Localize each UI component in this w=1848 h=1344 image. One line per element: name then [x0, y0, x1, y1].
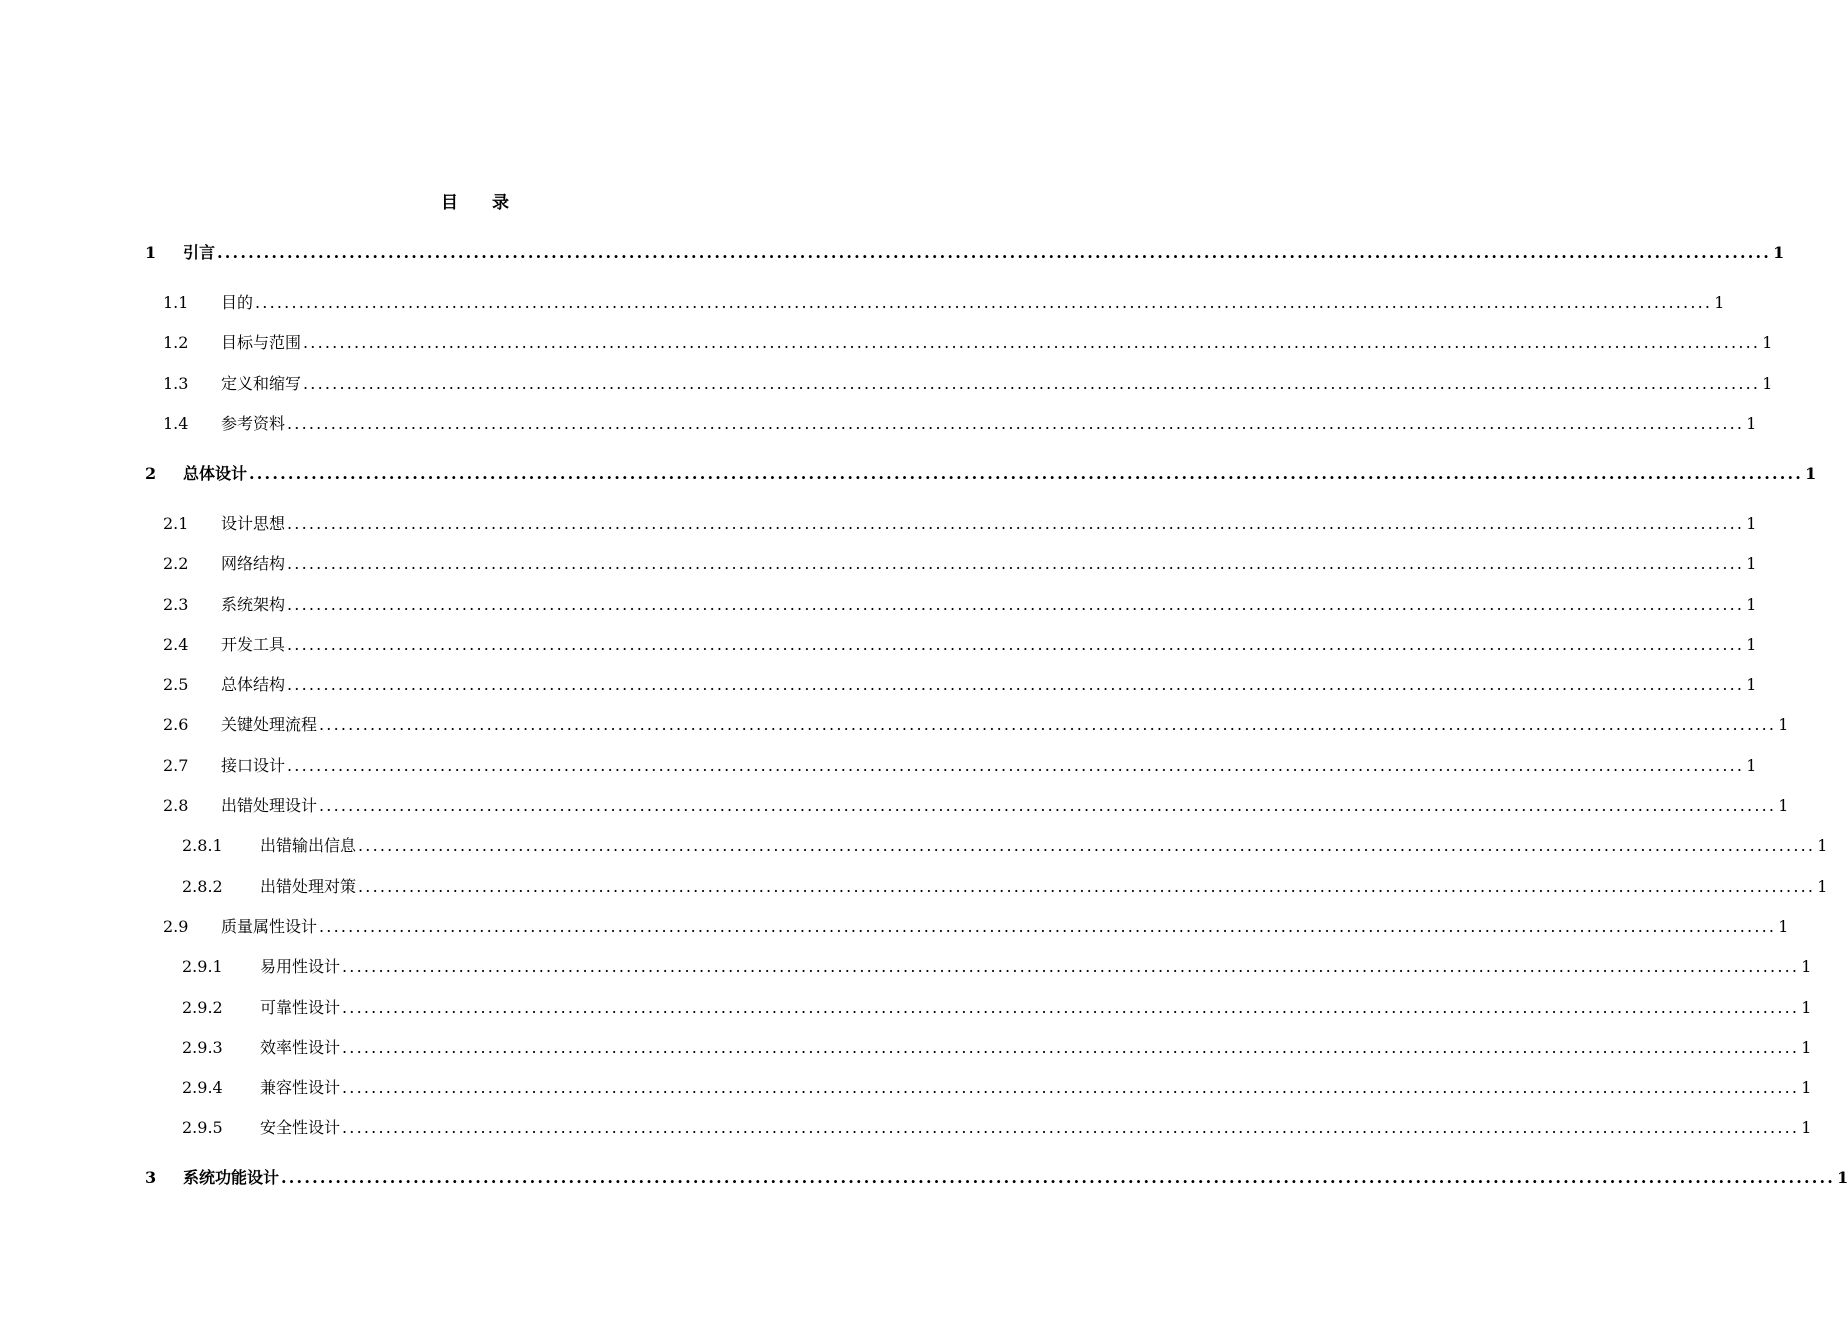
toc-entry-number: 3 — [145, 1168, 157, 1188]
toc-entry-page: 1 — [1746, 554, 1757, 574]
toc-entry-title: 出错处理设计 — [221, 796, 318, 815]
toc-entry[interactable] — [182, 1035, 1812, 1059]
toc-entry[interactable] — [163, 411, 1757, 435]
toc-dot-leader: ........................................................................................................................................................................................................ — [249, 463, 1804, 483]
toc-entry[interactable] — [163, 290, 1725, 314]
toc-dot-leader: ........................................................................................................................................................................................................ — [342, 997, 1800, 1017]
toc-entry-page: 1 — [1714, 293, 1725, 312]
toc-dot-leader: ........................................................................................................................................................................................................ — [217, 243, 1772, 262]
toc-entry-page: 1 — [1837, 1168, 1848, 1188]
toc-dot-leader: ........................................................................................................................................................................................................ — [287, 413, 1745, 433]
toc-entry-number: 1.3 — [163, 373, 189, 393]
toc-dot-leader: ........................................................................................................................................................................................................ — [281, 1168, 1836, 1188]
toc-entry-page: 1 — [1778, 916, 1789, 936]
toc-entry-title: 总体结构 — [221, 675, 286, 695]
toc-entry-page: 1 — [1746, 755, 1757, 775]
toc-entry-number: 2.7 — [163, 755, 189, 775]
toc-entry-title: 出错处理对策 — [260, 876, 357, 896]
toc-entry-number: 2.8 — [163, 796, 189, 815]
toc-dot-leader: ........................................................................................................................................................................................................ — [255, 293, 1713, 312]
toc-entry-page: 1 — [1805, 463, 1817, 483]
toc-dot-leader: ........................................................................................................................................................................................................ — [287, 594, 1745, 614]
toc-entry-page: 1 — [1762, 373, 1773, 393]
toc-entry[interactable] — [163, 753, 1757, 777]
toc-dot-leader: ........................................................................................................................................................................................................ — [287, 554, 1745, 574]
toc-entry[interactable] — [163, 592, 1757, 616]
toc-entry-title: 出错输出信息 — [260, 836, 357, 856]
toc-entry-number: 1 — [145, 243, 157, 262]
toc-entry-number: 2.9.1 — [182, 957, 223, 977]
toc-entry-page: 1 — [1746, 594, 1757, 614]
toc-dot-leader: ........................................................................................................................................................................................................ — [342, 1037, 1800, 1057]
toc-entry-title: 开发工具 — [221, 634, 286, 654]
toc-dot-leader: ........................................................................................................................................................................................................ — [342, 1078, 1800, 1098]
toc-entry-title: 参考资料 — [221, 413, 286, 433]
toc-entry-title: 接口设计 — [221, 755, 286, 775]
toc-dot-leader: ........................................................................................................................................................................................................ — [319, 715, 1777, 735]
toc-entry-number: 2.9.5 — [182, 1118, 223, 1138]
toc-entry[interactable] — [182, 1075, 1812, 1099]
toc-entry-page: 1 — [1778, 796, 1789, 815]
toc-entry-number: 2.1 — [163, 513, 189, 533]
toc-entry-title: 可靠性设计 — [260, 997, 341, 1017]
toc-entry[interactable] — [163, 672, 1757, 696]
toc-entry-title: 效率性设计 — [260, 1037, 341, 1057]
toc-dot-leader: ........................................................................................................................................................................................................ — [287, 755, 1745, 775]
toc-entry[interactable] — [163, 330, 1773, 354]
toc-entry-page: 1 — [1801, 1078, 1812, 1098]
toc-entry-number: 2.2 — [163, 554, 189, 574]
toc-entry-number: 2.9 — [163, 916, 189, 936]
toc-dot-leader: ........................................................................................................................................................................................................ — [303, 333, 1761, 353]
toc-entry-title: 引言 — [183, 243, 216, 262]
toc-dot-leader: ........................................................................................................................................................................................................ — [342, 957, 1800, 977]
toc-entry[interactable] — [163, 914, 1789, 938]
toc-entry-number: 2.5 — [163, 675, 189, 695]
toc-entry-page: 1 — [1801, 1118, 1812, 1138]
toc-dot-leader: ........................................................................................................................................................................................................ — [287, 513, 1745, 533]
toc-dot-leader: ........................................................................................................................................................................................................ — [319, 796, 1777, 815]
toc-entry[interactable] — [182, 874, 1828, 898]
toc-dot-leader: ........................................................................................................................................................................................................ — [303, 373, 1761, 393]
toc-entry-title: 定义和缩写 — [221, 373, 302, 393]
toc-entry-title: 目的 — [221, 293, 254, 312]
toc-entry-title: 网络结构 — [221, 554, 286, 574]
toc-entry[interactable] — [182, 954, 1812, 978]
toc-entry-number: 1.1 — [163, 293, 189, 312]
toc-entry-title: 总体设计 — [183, 463, 248, 483]
toc-entry-number: 2.3 — [163, 594, 189, 614]
toc-entry-number: 1.4 — [163, 413, 189, 433]
toc-entry-page: 1 — [1746, 513, 1757, 533]
toc-entry-title: 设计思想 — [221, 513, 286, 533]
toc-entry-page: 1 — [1746, 675, 1757, 695]
toc-entry-title: 易用性设计 — [260, 957, 341, 977]
toc-entry-title: 系统功能设计 — [183, 1168, 280, 1188]
toc-entry-title: 质量属性设计 — [221, 916, 318, 936]
toc-entry[interactable] — [163, 712, 1789, 736]
toc-entry-page: 1 — [1817, 836, 1828, 856]
toc-entry-title: 系统架构 — [221, 594, 286, 614]
toc-entry-page: 1 — [1817, 876, 1828, 896]
toc-dot-leader: ........................................................................................................................................................................................................ — [319, 916, 1777, 936]
toc-entry-title: 安全性设计 — [260, 1118, 341, 1138]
toc-entry[interactable] — [163, 511, 1757, 535]
toc-entry-number: 1.2 — [163, 333, 189, 353]
toc-entry[interactable] — [163, 371, 1773, 395]
toc-entry-page: 1 — [1746, 413, 1757, 433]
toc-dot-leader: ........................................................................................................................................................................................................ — [342, 1118, 1800, 1138]
toc-entry-number: 2.8.2 — [182, 876, 223, 896]
toc-entry-number: 2.9.2 — [182, 997, 223, 1017]
toc-entry-page: 1 — [1773, 243, 1785, 262]
toc-entry-number: 2.8.1 — [182, 836, 223, 856]
toc-entry-number: 2.6 — [163, 715, 189, 735]
toc-entry-title: 关键处理流程 — [221, 715, 318, 735]
toc-entry-number: 2 — [145, 463, 157, 483]
toc-entry[interactable] — [182, 1115, 1812, 1139]
toc-entry-page: 1 — [1746, 634, 1757, 654]
toc-entry-page: 1 — [1801, 957, 1812, 977]
toc-entry[interactable] — [145, 240, 1785, 264]
toc-entry-title: 兼容性设计 — [260, 1078, 341, 1098]
toc-entry-number: 2.9.4 — [182, 1078, 223, 1098]
toc-entry[interactable] — [145, 1165, 1848, 1189]
toc-dot-leader: ........................................................................................................................................................................................................ — [287, 675, 1745, 695]
toc-entry[interactable] — [163, 793, 1789, 817]
toc-entry-page: 1 — [1801, 1037, 1812, 1057]
toc-title: 目 录 — [441, 193, 523, 213]
toc-entry-number: 2.9.3 — [182, 1037, 223, 1057]
toc-entry-page: 1 — [1801, 997, 1812, 1017]
toc-entry[interactable] — [163, 551, 1757, 575]
toc-entry-number: 2.4 — [163, 634, 189, 654]
toc-entry[interactable] — [163, 632, 1757, 656]
toc-entry[interactable] — [145, 461, 1817, 485]
toc-entry[interactable] — [182, 833, 1828, 857]
toc-entry-title: 目标与范围 — [221, 333, 302, 353]
toc-entry-page: 1 — [1762, 333, 1773, 353]
toc-dot-leader: ........................................................................................................................................................................................................ — [358, 876, 1816, 896]
toc-dot-leader: ........................................................................................................................................................................................................ — [358, 836, 1816, 856]
toc-dot-leader: ........................................................................................................................................................................................................ — [287, 634, 1745, 654]
toc-entry[interactable] — [182, 995, 1812, 1019]
toc-entry-page: 1 — [1778, 715, 1789, 735]
